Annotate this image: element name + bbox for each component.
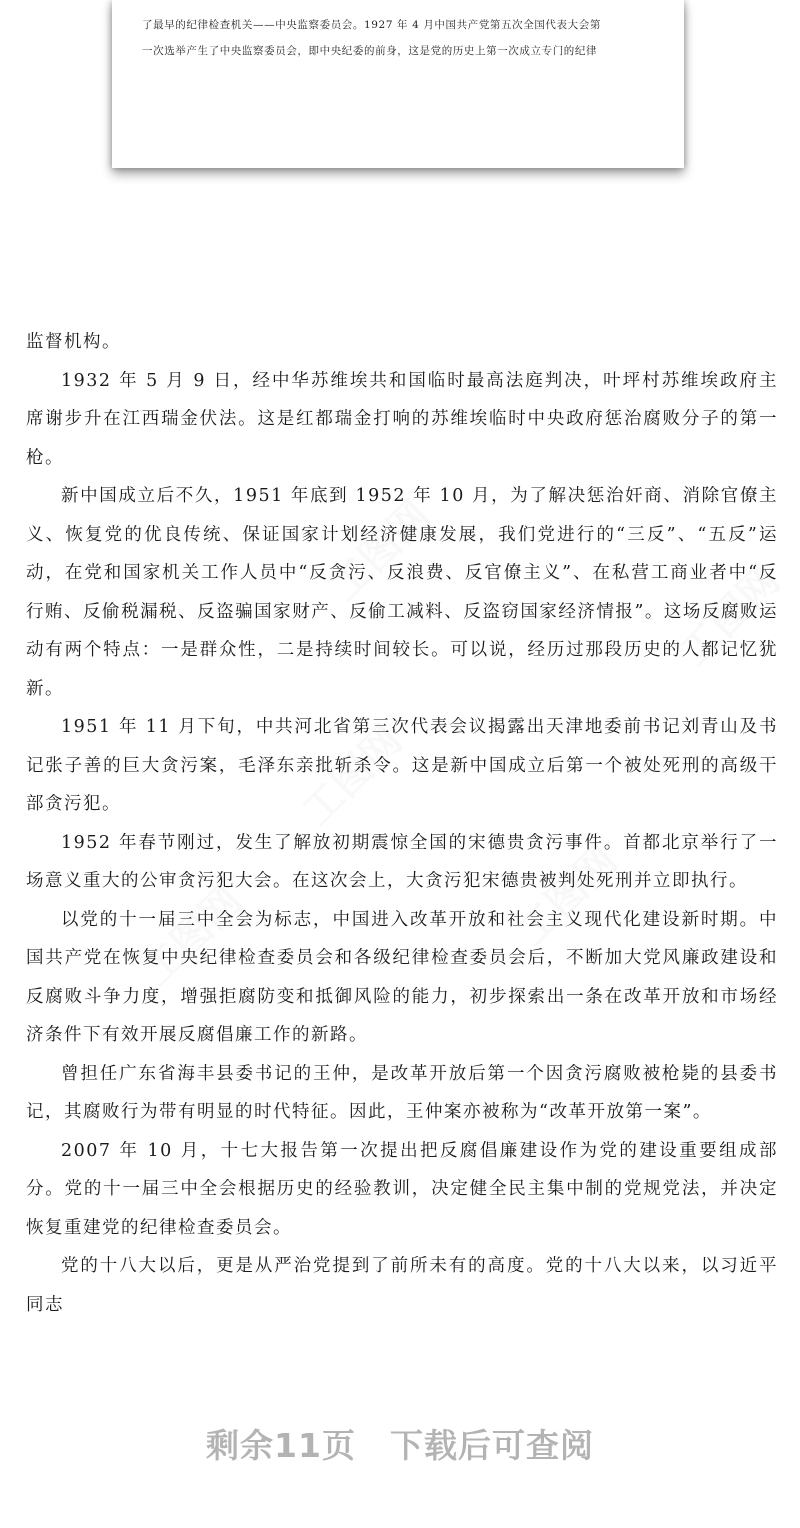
paragraph: 1951 年 11 月下旬，中共河北省第三次代表会议揭露出天津地委前书记刘青山及书记张子善的巨大贪污案，毛泽东亲批斩杀令。这是新中国成立后第一个被处死刑的高级干部贪污犯。 bbox=[26, 717, 778, 814]
paragraph: 曾担任广东省海丰县委书记的王仲，是改革开放后第一个因贪污腐败被枪毙的县委书记，其腐败行为带有明显的时代特征。因此，王仲案亦被称为“改革开放第一案”。 bbox=[26, 1063, 778, 1122]
paragraph: 监督机构。 bbox=[26, 332, 121, 352]
remaining-pages-notice[interactable]: 剩余11页 下载后可查阅 bbox=[206, 1426, 594, 1465]
watermark: 工图网 bbox=[321, 492, 440, 610]
preview-line: 了最早的纪律检查机关——中央监察委员会。1927 年 4 月中国共产党第五次全国代表大会第 bbox=[142, 19, 601, 31]
watermark: 工图网 bbox=[293, 717, 412, 835]
preview-line: 一次选举产生了中央监察委员会，即中央纪委的前身，这是党的历史上第一次成立专门的纪律 bbox=[142, 45, 598, 57]
paragraph: 2007 年 10 月，十七大报告第一次提出把反腐倡廉建设作为党的建设重要组成部分。党的十一届三中全会根据历史的经验教训，决定健全民主集中制的党规党法，并决定恢复重建党的纪律检查委员会。 bbox=[26, 1140, 778, 1238]
paragraph: 党的十八大以后，更是从严治党提到了前所未有的高度。党的十八大以来，以习近平同志 bbox=[26, 1256, 778, 1315]
watermark: 工图网 bbox=[133, 877, 252, 995]
previous-page-preview bbox=[112, 0, 684, 168]
paragraph: 以党的十一届三中全会为标志，中国进入改革开放和社会主义现代化建设新时期。中国共产党在恢复中央纪律检查委员会和各级纪律检查委员会后，不断加大党风廉政建设和反腐败斗争力度，增强拒腐防变和抵御风险的能力，初步探索出一条在改革开放和市场经济条件下有效开展反腐倡廉工作的新路。 bbox=[26, 909, 778, 1045]
watermark: 工图网 bbox=[508, 837, 627, 955]
watermark: 工图网 bbox=[671, 557, 790, 675]
article-body bbox=[26, 323, 778, 1324]
paragraph: 1932 年 5 月 9 日，经中华苏维埃共和国临时最高法庭判决，叶坪村苏维埃政府主席谢步升在江西瑞金伏法。这是红都瑞金打响的苏维埃临时中央政府惩治腐败分子的第一枪。 bbox=[26, 370, 778, 468]
paragraph: 新中国成立后不久，1951 年底到 1952 年 10 月，为了解决惩治奸商、消除官僚主义、恢复党的优良传统、保证国家计划经济健康发展，我们党进行的“三反”、“五反”运动，在党和国家机关工作人员中“反贪污、反浪费、反官僚主义”、在私营工商业者中“反行贿、反偷税漏税、反盗骗国家财产、反偷工减料、反盗窃国家经济情报”。这场反腐败运动有两个特点：一是群众性，二是持续时间较长。可以说，经历过那段历史的人都记忆犹新。 bbox=[26, 486, 778, 699]
paragraph: 1952 年春节刚过，发生了解放初期震惊全国的宋德贵贪污事件。首都北京举行了一场意义重大的公审贪污犯大会。在这次会上，大贪污犯宋德贵被判处死刑并立即执行。 bbox=[26, 832, 778, 891]
